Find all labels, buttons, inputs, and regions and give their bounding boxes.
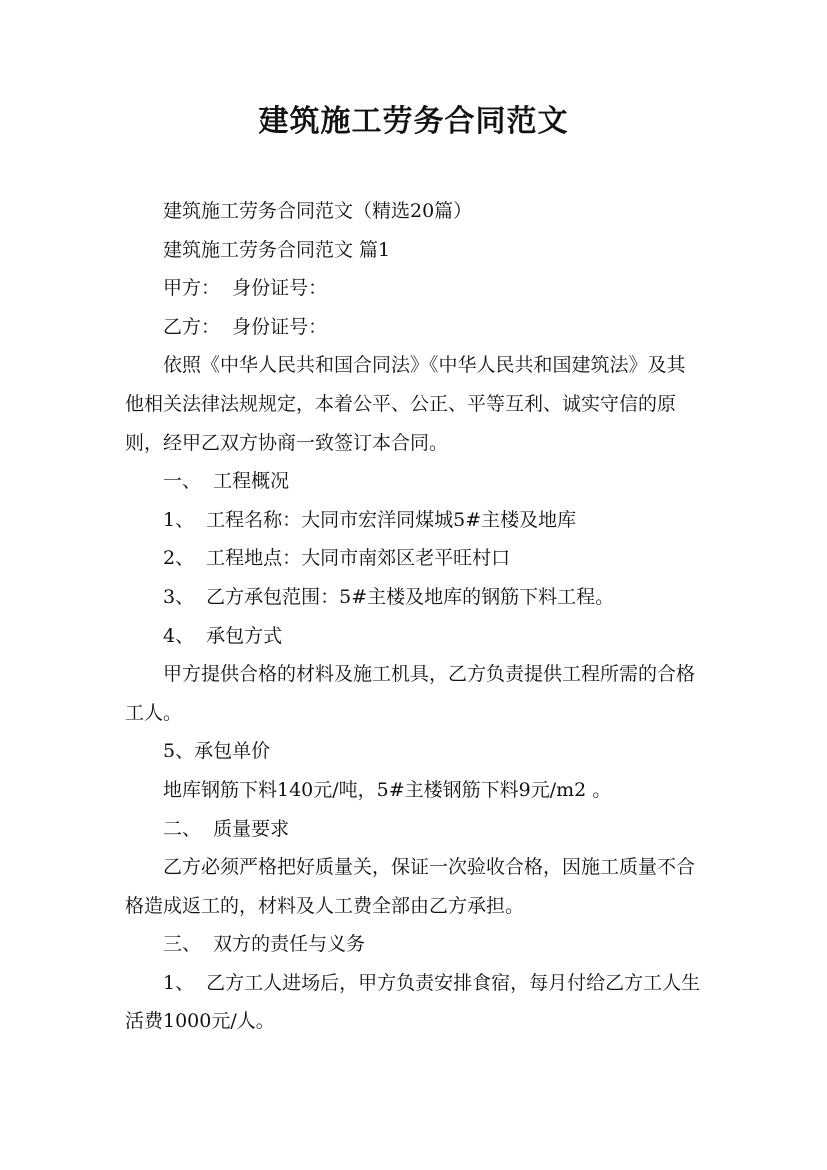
document-body [125, 192, 703, 1041]
paragraph-heading-quality: 二、 质量要求 [163, 817, 290, 840]
paragraph-party-b: 乙方： 身份证号： [163, 315, 328, 338]
paragraph-party-a: 甲方： 身份证号： [163, 277, 328, 300]
paragraph-contract-method: 甲方提供合格的材料及施工机具，乙方负责提供工程所需的合格工人。 [125, 663, 696, 724]
paragraph-unit-price: 地库钢筋下料140元/吨，5#主楼钢筋下料9元/m2 。 [163, 778, 612, 801]
paragraph-project-location: 2、 工程地点：大同市南郊区老平旺村口 [163, 547, 511, 570]
document-title: 建筑施工劳务合同范文 [258, 104, 569, 139]
paragraph-contract-scope: 3、 乙方承包范围：5#主楼及地库的钢筋下料工程。 [163, 585, 615, 608]
paragraph-contract-method-heading: 4、 承包方式 [163, 624, 283, 647]
paragraph-heading-project-overview: 一、 工程概况 [163, 470, 290, 493]
paragraph-heading-responsibilities: 三、 双方的责任与义务 [163, 933, 366, 956]
paragraph-preamble: 依照《中华人民共和国合同法》《中华人民共和国建筑法》及其他相关法律法规规定，本着公平、公正、平等互利、诚实守信的原则，经甲乙双方协商一致签订本合同。 [125, 354, 686, 454]
paragraph-quality-requirements: 乙方必须严格把好质量关，保证一次验收合格，因施工质量不合格造成返工的，材料及人工费全部由乙方承担。 [125, 856, 696, 917]
paragraph-unit-price-heading: 5、承包单价 [163, 740, 271, 763]
paragraph-subtitle: 建筑施工劳务合同范文（精选20篇） [163, 200, 473, 222]
paragraph-project-name: 1、 工程名称：大同市宏洋同煤城5#主楼及地库 [163, 508, 577, 531]
paragraph-section-heading: 建筑施工劳务合同范文 篇1 [163, 238, 391, 261]
paragraph-responsibility-1: 1、 乙方工人进场后，甲方负责安排食宿，每月付给乙方工人生活费1000元/人。 [125, 971, 701, 1033]
